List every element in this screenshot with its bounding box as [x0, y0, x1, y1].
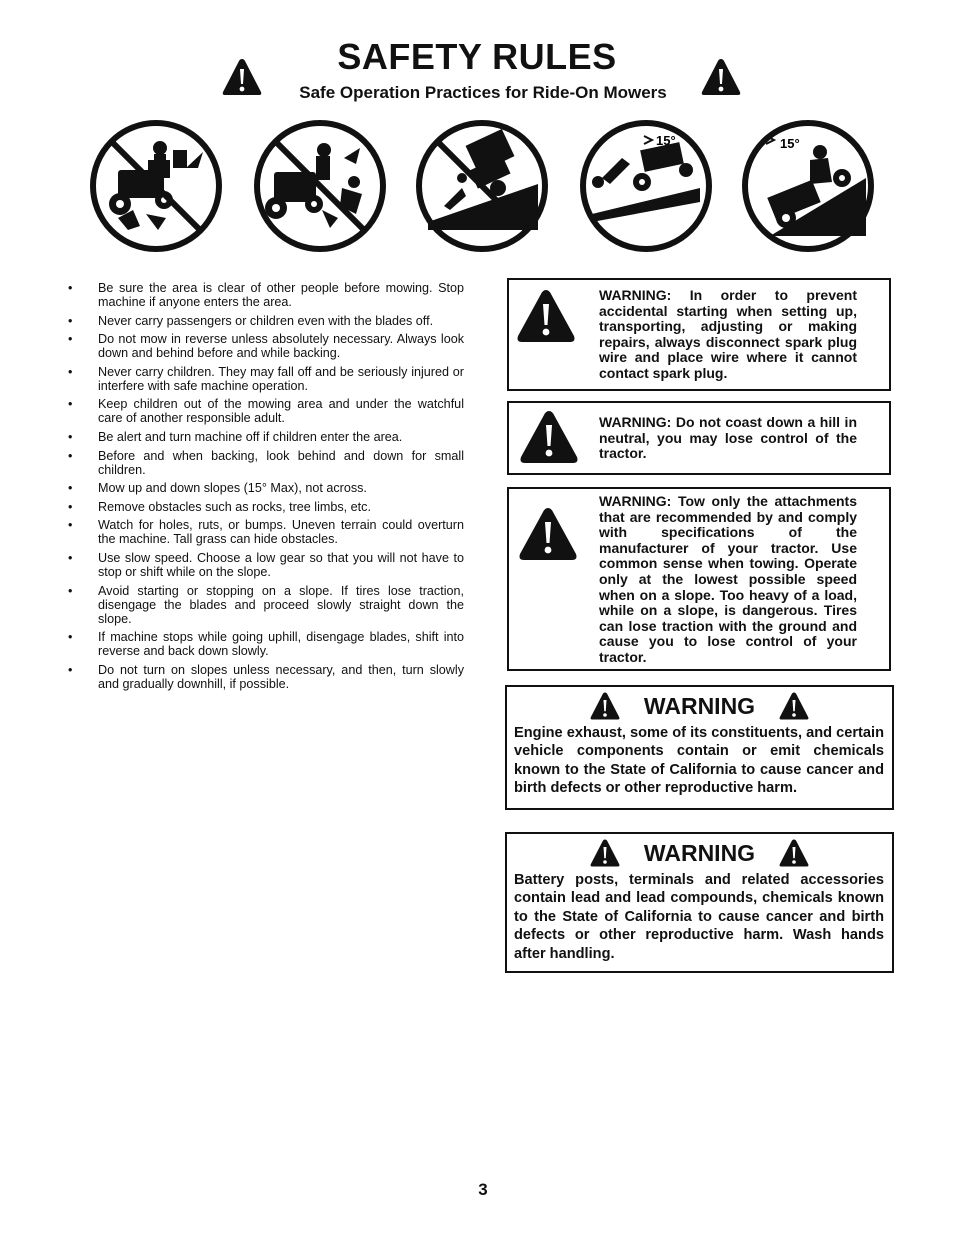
warning-text: WARNING: Do not coast down a hill in neutral, you may lose control of the tractor.: [599, 414, 857, 462]
slope-angle-label: 15°: [656, 133, 676, 148]
safety-pictograms: [0, 118, 954, 258]
list-item: • Be alert and turn machine off if children enter the area.: [68, 429, 403, 444]
warning-text: Battery posts, terminals and related accessories contain lead and lead compounds, chemicals known to the State of California to cause cancer and birth defects or other reproductive harm. Wash hands after handling.: [514, 872, 884, 962]
max-slope-tip-pictogram: [578, 118, 714, 254]
list-item: • Do not mow in reverse unless absolutely necessary. Always look down and behind before and while backing.: [68, 332, 464, 361]
warning-box-towing: [507, 487, 891, 671]
list-item: • Never carry children. They may fall off and be seriously injured or interfere with safe machine operation.: [68, 364, 464, 393]
warning-triangle-icon: [778, 838, 810, 868]
warning-label: WARNING: [643, 839, 756, 866]
california-warning-exhaust: [505, 685, 894, 810]
warning-triangle-icon: [589, 838, 621, 868]
max-slope-mowing-pictogram: [740, 118, 876, 254]
warning-triangle-icon: [515, 288, 577, 344]
list-item: • Keep children out of the mowing area and under the watchful care of another responsible adult.: [68, 397, 464, 426]
list-item: • Avoid starting or stopping on a slope. If tires lose traction, disengage the blades and proceed slowly straight down the slope.: [68, 583, 464, 626]
list-item: • Mow up and down slopes (15° Max), not across.: [68, 481, 367, 496]
list-item: • Never carry passengers or children even with the blades off.: [68, 313, 434, 328]
page-number: 3: [478, 1180, 488, 1199]
page-title: SAFETY RULES: [337, 36, 617, 77]
warning-box-coast: [507, 401, 891, 475]
warning-text: Engine exhaust, some of its constituents, and certain vehicle components contain or emit chemicals known to the State of California to cause cancer and birth defects or other reproductive harm.: [514, 725, 884, 797]
no-tipping-tractor-pictogram: [414, 118, 550, 254]
list-item: • Watch for holes, ruts, or bumps. Uneven terrain could overturn the machine. Tall grass can hide obstacles.: [68, 518, 464, 547]
warning-triangle-icon: [221, 57, 263, 97]
warning-label: WARNING: [643, 692, 756, 719]
warning-triangle-icon: [700, 57, 742, 97]
california-warning-battery: [505, 832, 894, 973]
warning-text: WARNING: In order to prevent accidental starting when setting up, transporting, adjusting or making repairs, always disconnect spark plug wire and place wire where it cannot contact spark plug.: [599, 287, 857, 381]
warning-box-spark-plug: [507, 278, 891, 391]
list-item: • If machine stops while going uphill, disengage blades, shift into reverse and back down slowly.: [68, 630, 464, 659]
safety-rules-list: [68, 281, 464, 695]
list-item: • Do not turn on slopes unless necessary, and then, turn slowly and gradually downhill, if possible.: [68, 662, 464, 691]
no-bystanders-pictogram: [88, 118, 224, 254]
warning-text: WARNING: Tow only the attachments that are recommended by and comply with specifications of the manufacturer of your tractor. Use common sense when towing. Operate only at the lowest possible speed when on a slope. Too heavy of a load, while on a slope, is dangerous. Tires can lose traction with the ground and cause you to lose control of your tractor.: [599, 493, 857, 665]
warning-triangle-icon: [778, 691, 810, 721]
warning-triangle-icon: [589, 691, 621, 721]
page-subtitle: Safe Operation Practices for Ride-On Mowers: [299, 83, 667, 102]
warning-triangle-icon: [517, 505, 579, 563]
warning-triangle-icon: [518, 409, 580, 465]
warning-heading: [507, 838, 892, 872]
slope-angle-label: 15°: [780, 136, 800, 151]
warning-heading: [507, 691, 892, 725]
list-item: • Remove obstacles such as rocks, tree limbs, etc.: [68, 499, 371, 514]
list-item: • Use slow speed. Choose a low gear so that you will not have to stop or shift while on the slope.: [68, 550, 464, 579]
list-item: • Before and when backing, look behind and down for small children.: [68, 448, 464, 477]
no-children-passengers-pictogram: [252, 118, 388, 254]
list-item: • Be sure the area is clear of other people before mowing. Stop machine if anyone enters the area.: [68, 281, 464, 309]
